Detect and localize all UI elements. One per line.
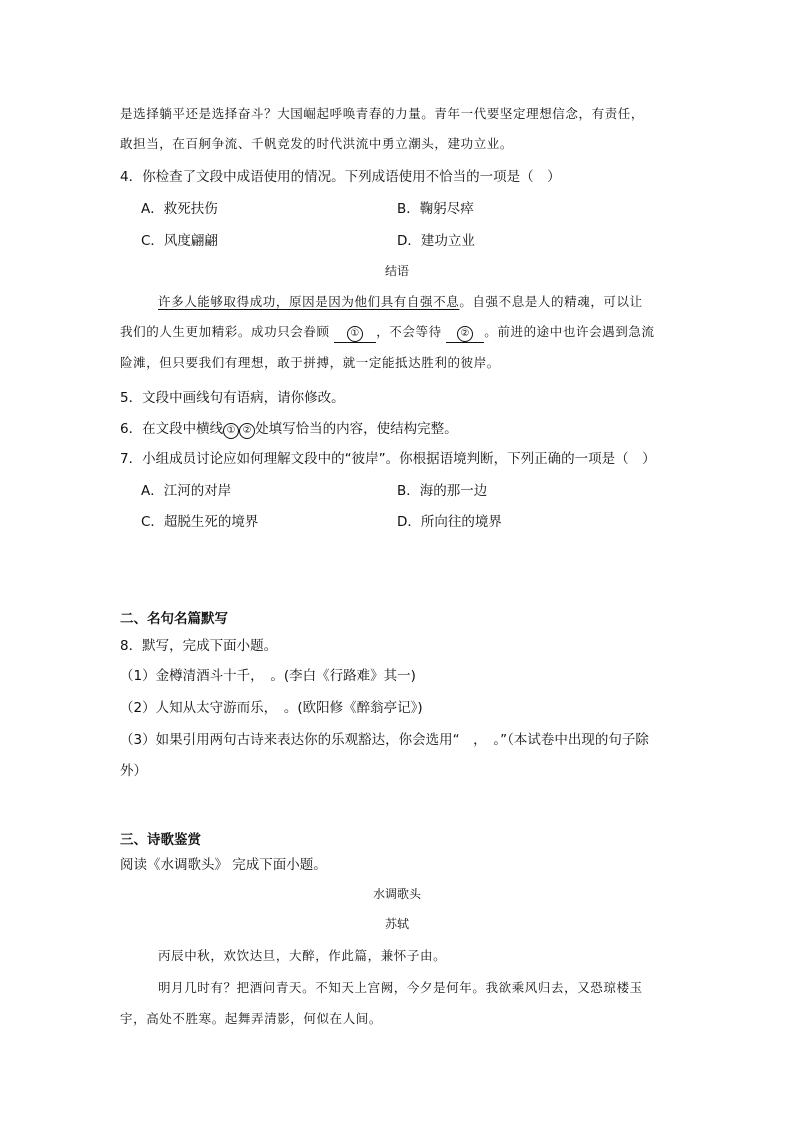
- q7-option-b: B．海的那一边: [397, 483, 488, 499]
- q8-sub-3-line-1: （3）如果引用两句古诗来表达你的乐观豁达，你会选用“ ， 。”（本试卷中出现的句子除: [120, 732, 649, 748]
- conclusion-line-2-a: 我们的人生更加精彩。成功只会眷顾: [120, 324, 330, 339]
- q8-sub-1: （1）金樽清酒斗十千， 。(李白《行路难》其一): [120, 668, 416, 684]
- question-4-stem: 4．你检查了文段中成语使用的情况。下列成语使用不恰当的一项是（ ）: [120, 169, 561, 185]
- question-7-stem: 7．小组成员讨论应如何理解文段中的“彼岸”。你根据语境判断，下列正确的一项是（ ）: [120, 451, 656, 467]
- blank-2-number: ②: [457, 326, 473, 342]
- q4-option-b: B．鞠躬尽瘁: [397, 201, 474, 217]
- q4-option-c: C．风度翩翩: [141, 233, 218, 249]
- blank-1: [334, 325, 376, 343]
- poem-verse-line-1: 明月几时有？把酒问青天。不知天上宫阙，今夕是何年。我欲乘风归去，又恐琼楼玉: [158, 980, 643, 995]
- section-3-heading: 三、诗歌鉴赏: [120, 832, 201, 848]
- question-5: 5．文段中画线句有语病，请你修改。: [120, 390, 345, 406]
- question-6-b: 处填写恰当的内容，使结构完整。: [255, 421, 458, 437]
- q4-option-d: D．建功立业: [397, 233, 475, 249]
- q8-sub-3-line-2: 外）: [120, 763, 147, 779]
- q8-sub-2: （2）人知从太守游而乐， 。(欧阳修《醉翁亭记》): [120, 700, 423, 716]
- q7-option-a: A．江河的对岸: [141, 483, 232, 499]
- underlined-sentence: 许多人能够取得成功，原因是因为他们具有自强不息: [158, 294, 460, 309]
- poem-author: 苏轼: [384, 917, 409, 931]
- poem-preface: 丙辰中秋，欢饮达旦，大醉，作此篇，兼怀子由。: [158, 948, 447, 963]
- q4-option-a: A．救死扶伤: [141, 201, 218, 217]
- section-3-intro: 阅读《水调歌头》 完成下面小题。: [120, 857, 327, 873]
- question-6: [120, 417, 458, 439]
- q7-option-c: C．超脱生死的境界: [141, 514, 259, 530]
- conclusion-line-1: [158, 292, 643, 310]
- section-2-heading: 二、名句名篇默写: [120, 611, 228, 627]
- conclusion-line-2: [120, 322, 655, 343]
- blank-2: [446, 325, 484, 343]
- conclusion-line-1-rest: 。自强不息是人的精魂，可以让: [459, 294, 643, 309]
- poem-title: 水调歌头: [372, 887, 421, 901]
- question-8: 8．默写，完成下面小题。: [120, 638, 278, 654]
- conclusion-line-3: 险滩，但只要我们有理想，敢于拼搏，就一定能抵达胜利的彼岸。: [120, 355, 500, 370]
- passage-line-1: 是选择躺平还是选择奋斗？大国崛起呼唤青春的力量。青年一代要坚定理想信念，有责任，: [120, 106, 645, 121]
- marker-1: ①: [223, 423, 239, 439]
- blank-1-number: ①: [347, 326, 363, 342]
- conclusion-line-2-b: ，不会等待: [376, 324, 442, 339]
- question-6-a: 6．在文段中横线: [120, 421, 224, 437]
- poem-verse-line-2: 宇，高处不胜寒。起舞弄清影，何似在人间。: [120, 1011, 383, 1026]
- q7-option-d: D．所向往的境界: [397, 514, 502, 530]
- passage-line-2: 敢担当，在百舸争流、千帆竞发的时代洪流中勇立潮头，建功立业。: [120, 136, 514, 151]
- conclusion-title: 结语: [384, 264, 409, 278]
- conclusion-line-2-c: 。前进的途中也许会遇到急流: [484, 324, 655, 339]
- marker-2: ②: [239, 423, 255, 439]
